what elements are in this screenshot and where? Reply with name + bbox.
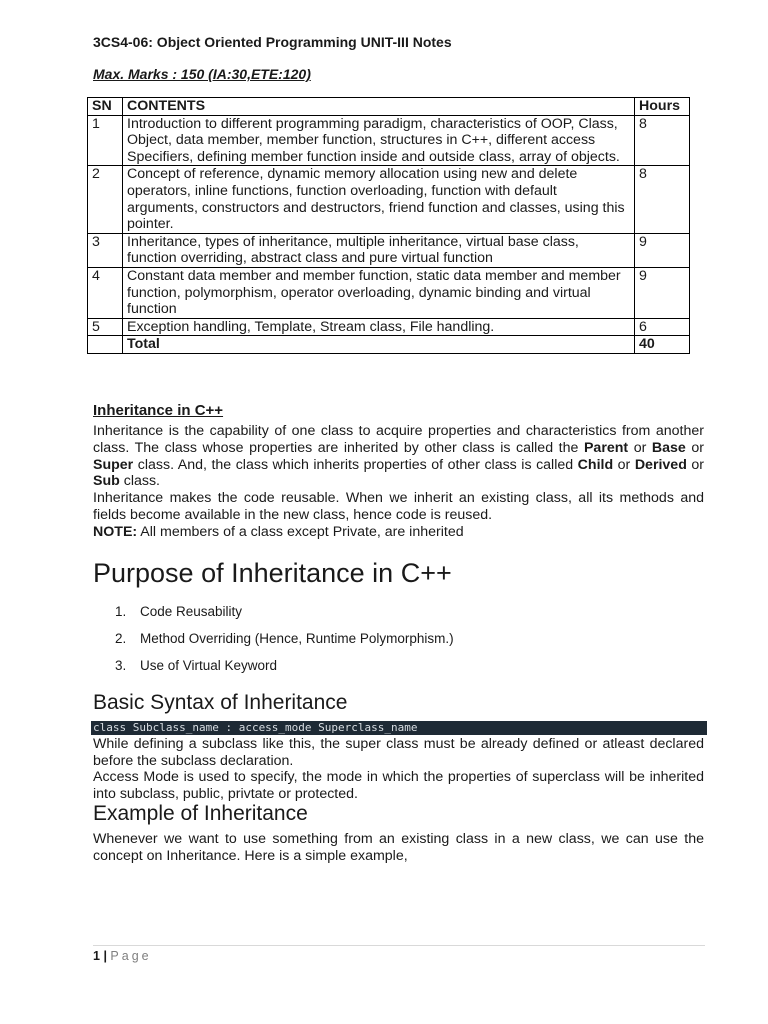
page-label: Page (110, 949, 152, 963)
table-total-row (88, 336, 690, 354)
purpose-list (93, 604, 454, 685)
syntax-code-block: class Subclass_name : access_mode Superclass_name (91, 721, 707, 735)
term-sub: Sub (93, 473, 120, 490)
row-sn: 2 (88, 166, 123, 233)
page-footer (93, 949, 152, 963)
term-base: Base (651, 439, 686, 456)
text-run: class. And, the class which inherits properties of other class is called (133, 456, 578, 473)
example-heading: Example of Inheritance (93, 802, 308, 825)
row-content: Introduction to different programming paradigm, characteristics of OOP, Class, Object, data member, member function, structures in C++, different access Specifiers, defining member function inside and outside class, array of objects. (123, 115, 635, 166)
table-row (88, 166, 690, 233)
header-contents: CONTENTS (123, 98, 635, 116)
total-hours: 40 (635, 336, 690, 354)
syllabus-table (87, 97, 690, 354)
list-number: 2. (115, 631, 127, 646)
footer-divider (93, 945, 705, 946)
row-sn: 3 (88, 233, 123, 267)
note-label: NOTE: (93, 524, 138, 540)
list-item (93, 658, 454, 685)
text-run: or (628, 439, 652, 456)
text-run: or (686, 456, 704, 473)
table-row (88, 318, 690, 336)
page-number: 1 (93, 949, 100, 963)
row-sn: 5 (88, 318, 123, 336)
document-title: 3CS4-06: Object Oriented Programming UNIT-III Notes (93, 34, 452, 50)
inheritance-reuse-paragraph: Inheritance makes the code reusable. When we inherit an existing class, all its methods and fields become available in the new class, hence code is reused. (93, 490, 704, 523)
table-row (88, 233, 690, 267)
inheritance-definition (93, 423, 704, 490)
total-sn-empty (88, 336, 123, 354)
row-hours: 8 (635, 166, 690, 233)
row-content: Inheritance, types of inheritance, multiple inheritance, virtual base class, function overriding, abstract class and pure virtual function (123, 233, 635, 267)
row-content: Constant data member and member function, static data member and member function, polymorphism, operator overloading, dynamic binding and virtual function (123, 267, 635, 318)
term-derived: Derived (634, 456, 687, 473)
list-item (93, 631, 454, 658)
example-paragraph: Whenever we want to use something from an existing class in a new class, we can use the concept on Inheritance. Here is a simple example, (93, 831, 704, 864)
row-hours: 9 (635, 267, 690, 318)
table-row (88, 267, 690, 318)
text-run: Inheritance is the capability of one class to acquire properties and characteristics from another class. The class whose properties are inherited by other class is called the (93, 423, 704, 456)
purpose-heading: Purpose of Inheritance in C++ (93, 558, 452, 588)
list-item (93, 604, 454, 631)
row-content: Concept of reference, dynamic memory allocation using new and delete operators, inline functions, function overloading, function with default arguments, constructors and destructors, friend function and classes, using this pointer. (123, 166, 635, 233)
row-sn: 1 (88, 115, 123, 166)
row-sn: 4 (88, 267, 123, 318)
row-hours: 8 (635, 115, 690, 166)
list-text: Use of Virtual Keyword (140, 658, 278, 673)
term-super: Super (93, 456, 134, 473)
inheritance-note (93, 524, 704, 541)
note-text: All members of a class except Private, are inherited (137, 524, 464, 540)
total-label: Total (123, 336, 635, 354)
text-run: or (613, 456, 635, 473)
footer-separator: | (103, 949, 107, 963)
row-hours: 6 (635, 318, 690, 336)
text-run: or (685, 439, 705, 456)
inheritance-heading: Inheritance in C++ (93, 402, 224, 419)
row-content: Exception handling, Template, Stream class, File handling. (123, 318, 635, 336)
syntax-paragraph-1: While defining a subclass like this, the super class must be already defined or atleast declared before the subclass declaration. (93, 736, 704, 769)
list-text: Method Overriding (Hence, Runtime Polymorphism.) (140, 631, 454, 646)
syntax-paragraph-2: Access Mode is used to specify, the mode in which the properties of superclass will be inherited into subclass, public, privtate or protected. (93, 769, 704, 802)
header-hours: Hours (635, 98, 690, 116)
table-header-row (88, 98, 690, 116)
list-text: Code Reusability (140, 604, 243, 619)
list-number: 3. (115, 658, 127, 673)
row-hours: 9 (635, 233, 690, 267)
max-marks: Max. Marks : 150 (IA:30,ETE:120) (93, 66, 311, 82)
table-row (88, 115, 690, 166)
text-run: class. (119, 473, 161, 490)
term-parent: Parent (583, 439, 629, 456)
term-child: Child (577, 456, 614, 473)
list-number: 1. (115, 604, 127, 619)
header-sn: SN (88, 98, 123, 116)
syntax-heading: Basic Syntax of Inheritance (93, 691, 348, 714)
